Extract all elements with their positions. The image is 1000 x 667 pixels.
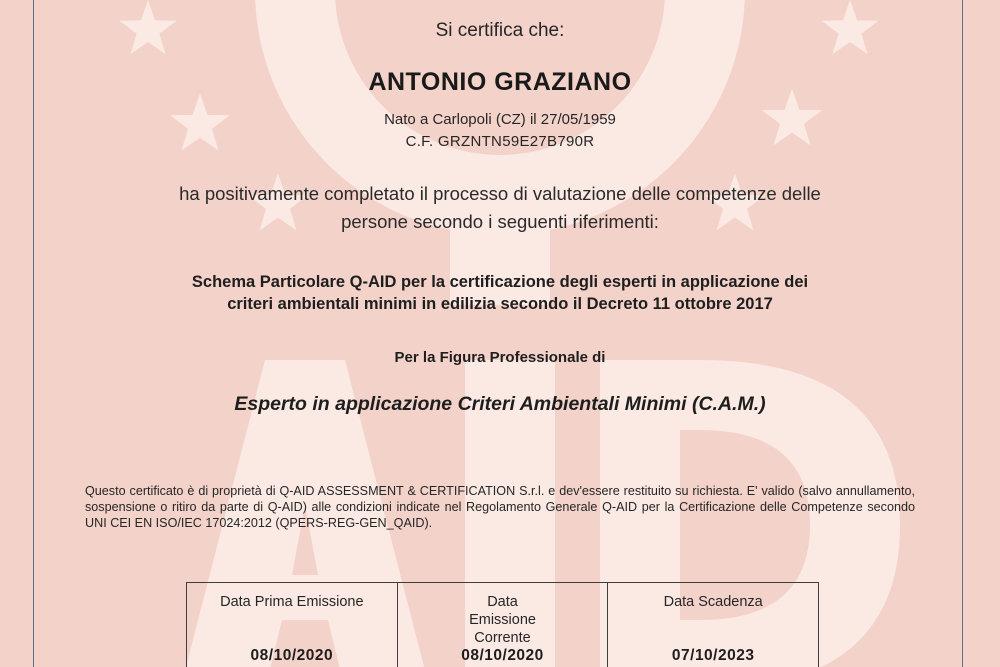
- expiry-cell: [608, 583, 818, 667]
- holder-name: ANTONIO GRAZIANO: [368, 68, 632, 96]
- first-issue-header: Data Prima Emissione: [220, 594, 364, 610]
- current-issue-header: Data Emissione Corrente: [469, 594, 536, 646]
- expiry-date: 07/10/2023: [671, 647, 755, 664]
- fiscal-code: C.F. GRZNTN59E27B790R: [405, 133, 595, 150]
- first-issue-date: 08/10/2020: [250, 647, 334, 664]
- ownership-disclaimer: Questo certificato è di proprietà di Q-AID ASSESSMENT & CERTIFICATION S.r.l. e dev'essere restituito su richiesta. E' valido (salvo annullamento, sospensione o ritiro da parte di Q-AID) alle condizioni indicate nel Regolamento Generale Q-AID per la Certificazione delle Competenze secondo UNI CEI EN ISO/IEC 17024:2012 (QPERS-REG-GEN_QAID).: [85, 484, 915, 530]
- professional-figure-label: Per la Figura Professionale di: [394, 349, 606, 366]
- certification-intro: Si certifica che:: [435, 20, 565, 41]
- scheme-reference-line-1: Schema Particolare Q-AID per la certificazione degli esperti in applicazione dei: [191, 273, 809, 291]
- current-issue-date: 08/10/2020: [461, 647, 544, 664]
- professional-figure-title: Esperto in applicazione Criteri Ambientali Minimi (C.A.M.): [234, 393, 766, 415]
- current-issue-cell: [398, 583, 609, 667]
- birth-details: Nato a Carlopoli (CZ) il 27/05/1959: [384, 111, 616, 128]
- assessment-statement-line-2: persone secondo i seguenti riferimenti:: [341, 211, 659, 232]
- assessment-statement-line-1: ha positivamente completato il processo di valutazione delle competenze delle: [179, 183, 821, 204]
- dates-table: [186, 582, 819, 667]
- first-issue-cell: [187, 583, 398, 667]
- expiry-header: Data Scadenza: [663, 594, 763, 610]
- scheme-reference-line-2: criteri ambientali minimi in edilizia secondo il Decreto 11 ottobre 2017: [227, 295, 773, 313]
